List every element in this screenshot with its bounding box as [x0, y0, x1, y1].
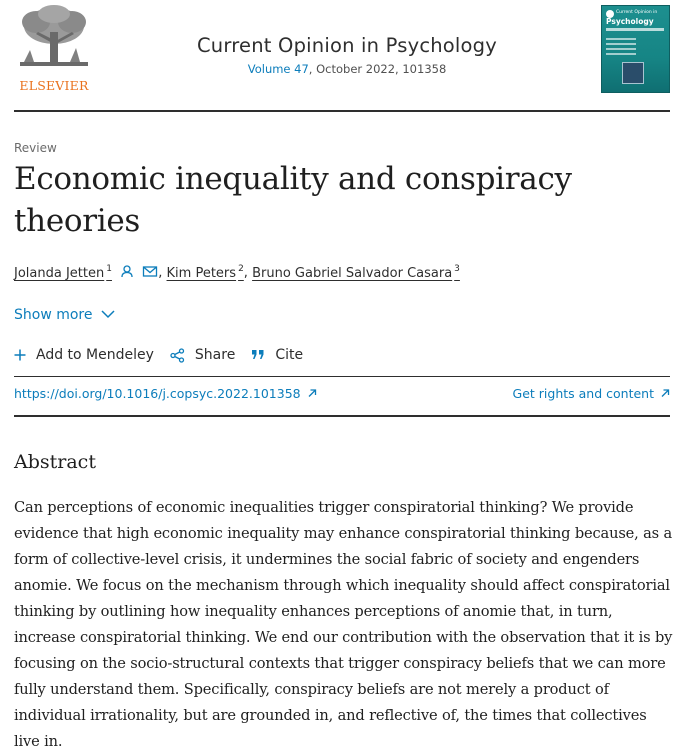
envelope-icon[interactable] [142, 264, 158, 282]
cover-title: Psychology [606, 17, 654, 26]
author-list [14, 264, 460, 282]
get-rights-link[interactable] [513, 386, 670, 401]
person-icon[interactable] [120, 264, 134, 282]
cite-button[interactable] [251, 347, 303, 363]
author-link[interactable] [14, 266, 112, 281]
issue-meta [134, 62, 560, 76]
article-type: Review [14, 141, 57, 155]
cover-decoration [606, 38, 636, 58]
author-separator: , [158, 265, 163, 281]
external-arrow-icon [307, 386, 317, 401]
article-actions [14, 347, 319, 363]
doi-text: https://doi.org/10.1016/j.copsyc.2022.101358 [14, 386, 301, 401]
publisher-name: ELSEVIER [19, 78, 89, 93]
author-affiliation-sup: 1 [106, 264, 112, 275]
journal-info [134, 34, 560, 76]
journal-cover-image[interactable] [601, 5, 670, 93]
author-name: Jolanda Jetten [14, 265, 105, 281]
share-icon [170, 348, 185, 363]
author-link[interactable] [167, 266, 244, 281]
cite-label: Cite [275, 347, 304, 363]
header-divider [14, 110, 670, 112]
volume-link[interactable]: Volume 47 [247, 62, 309, 76]
share-label: Share [194, 347, 236, 363]
plus-icon [14, 349, 26, 361]
author-affiliation-sup: 3 [454, 264, 460, 275]
journal-title[interactable]: Current Opinion in Psychology [196, 34, 497, 57]
show-more-button[interactable] [14, 307, 115, 323]
quote-icon [251, 349, 265, 361]
cover-decoration [606, 28, 664, 31]
elsevier-tree-logo[interactable] [14, 4, 94, 96]
author-name: Bruno Gabriel Salvador Casara [252, 265, 453, 281]
abstract-heading: Abstract [14, 451, 96, 473]
cover-photo [622, 62, 644, 84]
doi-divider-bottom [14, 415, 670, 417]
author-affiliation-sup: 2 [238, 264, 244, 275]
external-arrow-icon [660, 386, 670, 401]
author-name: Kim Peters [166, 265, 237, 281]
chevron-down-icon [101, 307, 115, 323]
doi-link[interactable] [14, 386, 317, 401]
author-separator: , [243, 265, 248, 281]
add-to-mendeley-label: Add to Mendeley [36, 347, 154, 363]
journal-header [14, 4, 670, 100]
issue-date: , October 2022, 101358 [308, 62, 447, 76]
doi-divider-top [14, 376, 670, 377]
abstract-body: Can perceptions of economic inequalities trigger conspiratorial thinking? We provide evidence that high economic inequality may enhance conspiratorial thinking because, as a form of collective-level crisis, it undermines the social fabric of society and engenders anomie. We focus on the mechanism through which inequality should affect conspiratorial thinking by outlining how inequality enhances perceptions of anomie that, in turn, increase conspiratorial thinking. We end our contribution with the observation that it is by focusing on the socio-structural contexts that trigger conspiracy beliefs that we can more fully understand them. Specifically, conspiracy beliefs are not merely a product of individual irrationality, but are grounded in, and reflective of, the times that collectives live in. [14, 499, 673, 750]
author-link[interactable] [252, 266, 460, 281]
show-more-label: Show more [14, 307, 93, 323]
cover-title: Current Opinion in [616, 10, 658, 15]
add-to-mendeley-button[interactable] [14, 347, 154, 363]
get-rights-label: Get rights and content [512, 386, 654, 401]
article-title: Economic inequality and conspiracy theories [14, 161, 572, 239]
share-button[interactable] [170, 347, 235, 363]
